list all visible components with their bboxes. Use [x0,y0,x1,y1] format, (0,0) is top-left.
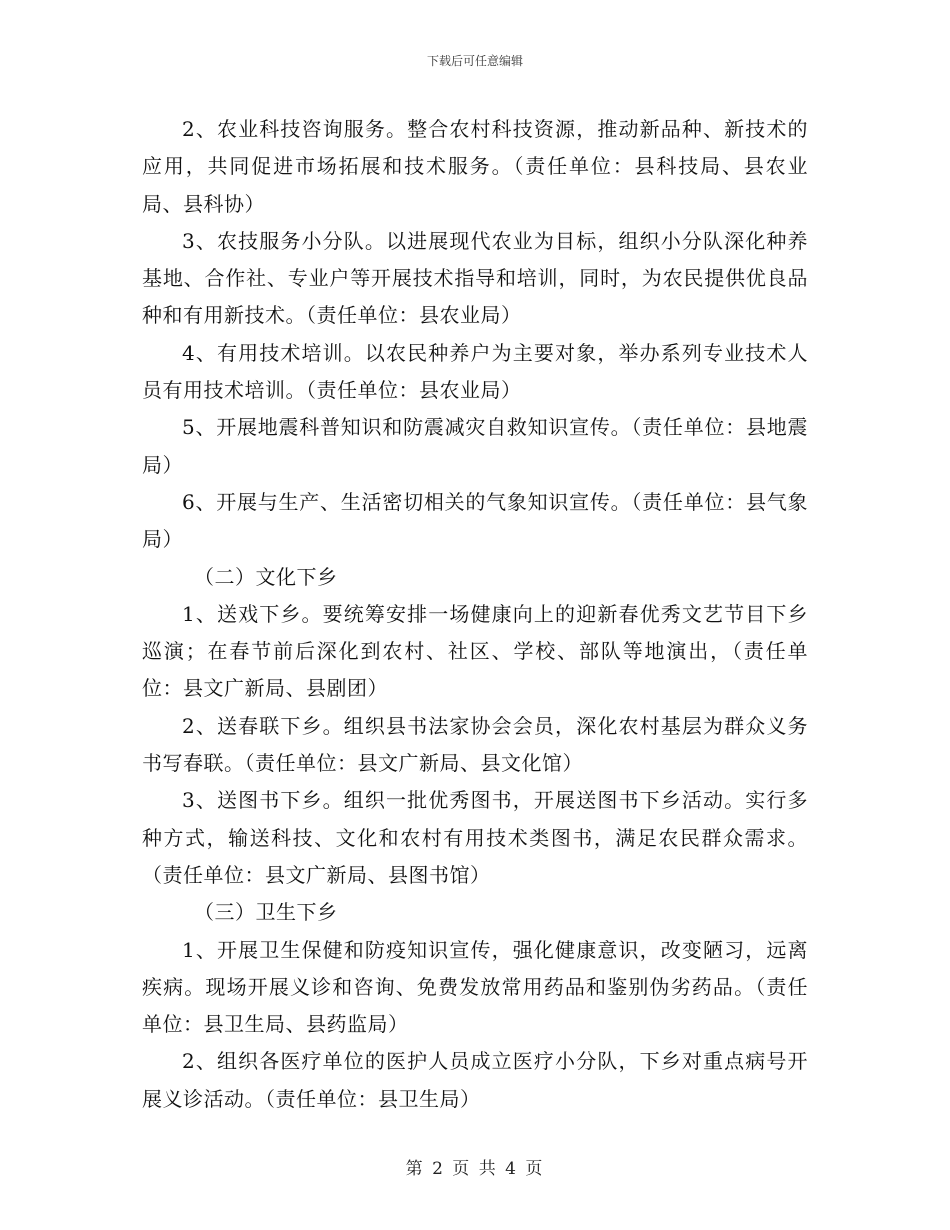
page-header: 下载后可任意编辑 [426,54,523,68]
paragraph-books: 3、送图书下乡。组织一批优秀图书，开展送图书下乡活动。实行多种方式，输送科技、文化和农村有用技术类图书，满足农民群众需求。（责任单位：县文广新局、县图书馆） [142,788,808,887]
paragraph-couplets: 2、送春联下乡。组织县书法家协会会员，深化农村基层为群众义务书写春联。（责任单位：县文广新局、县文化馆） [142,713,808,776]
paragraph-medical-team: 2、组织各医疗单位的医护人员成立医疗小分队，下乡对重点病号开展义诊活动。（责任单位：县卫生局） [142,1049,808,1111]
paragraph-earthquake-knowledge: 5、开展地震科普知识和防震减灾自救知识宣传。（责任单位：县地震局） [142,415,808,477]
section-heading-culture: （二）文化下乡 [194,564,338,589]
page-number: 第 2 页 共 4 页 [405,1159,545,1179]
paragraph-opera: 1、送戏下乡。要统筹安排一场健康向上的迎新春优秀文艺节目下乡巡演；在春节前后深化到农村、社区、学校、部队等地演出，（责任单位：县文广新局、县剧团） [142,601,808,701]
paragraph-weather-knowledge: 6、开展与生产、生活密切相关的气象知识宣传。（责任单位：县气象局） [142,489,808,552]
document-body [142,111,808,1118]
paragraph-agri-consulting: 2、农业科技咨询服务。整合农村科技资源，推动新品种、新技术的应用，共同促进市场拓展和技术服务。（责任单位：县科技局、县农业局、县科协） [142,117,808,216]
paragraph-agri-service-team: 3、农技服务小分队。以进展现代农业为目标，组织小分队深化种养基地、合作社、专业户等开展技术指导和培训，同时，为农民提供优良品种和有用新技术。（责任单位：县农业局） [142,228,808,328]
section-heading-health: （三）卫生下乡 [194,900,338,925]
paragraph-tech-training: 4、有用技术培训。以农民种养户为主要对象，举办系列专业技术人员有用技术培训。（责任单位：县农业局） [142,340,808,403]
paragraph-health-promotion: 1、开展卫生保健和防疫知识宣传，强化健康意识，改变陋习，远离疾病。现场开展义诊和咨询、免费发放常用药品和鉴别伪劣药品。（责任单位：县卫生局、县药监局） [142,937,808,1037]
